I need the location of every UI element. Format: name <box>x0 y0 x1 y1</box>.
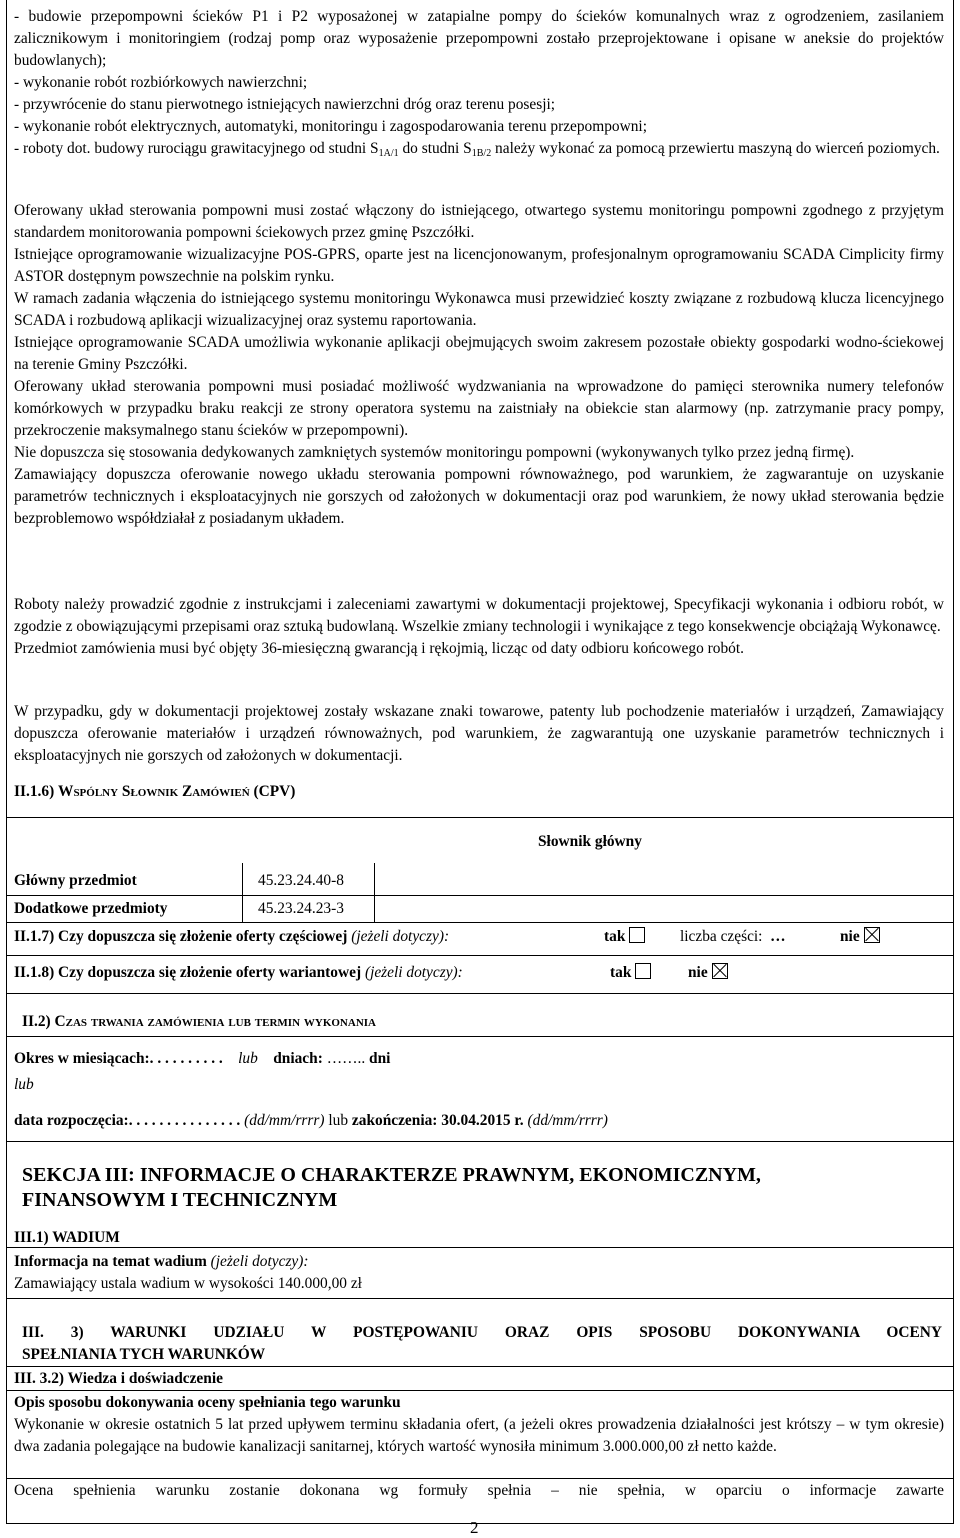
divider <box>6 922 954 923</box>
divider <box>6 1390 954 1391</box>
divider <box>374 863 375 922</box>
works-requirements <box>14 594 944 660</box>
scada-p6: Nie dopuszcza się stosowania dedykowanych zamkniętych systemów monitoringu pompowni (wykonywanych tylko przez jedną firmę). <box>14 444 855 461</box>
divider <box>242 863 243 922</box>
divider <box>6 1298 954 1299</box>
divider <box>6 1141 954 1142</box>
partial-offer-tak-checkbox[interactable] <box>629 927 645 943</box>
page-number: 2 <box>470 1518 479 1537</box>
divider <box>6 955 954 956</box>
duration-months: Okres w miesiącach:. . . . . . . . . . lub dniach: …….. dni <box>14 1050 391 1067</box>
wadium-heading: III.1) WADIUM <box>14 1229 120 1246</box>
variant-offer-question: II.1.8) Czy dopuszcza się złożenie oferty wariantowej (jeżeli dotyczy): <box>14 964 463 981</box>
variant-offer-nie-checkbox[interactable] <box>712 963 728 979</box>
scada-p2: Istniejące oprogramowanie wizualizacyjne POS-GPRS, oparte jest na licencjonowanym, profesjonalnym oprogramowaniu SCADA Cimplicity firmy ASTOR dostępnym powszechnie na polskim rynku. <box>14 246 944 285</box>
divider <box>6 1478 954 1479</box>
scada-p5: Oferowany układ sterowania pompowni musi posiadać możliwość wydzwaniania na wprowadzone do pamięci sterownika numery telefonów komórkowych w przypadku braku reakcji ze strony operatora systemu na zaistniały na obiekcie stan alarmowy (np. zatrzymanie pracy pompy, przekroczenie maksymalnego stanu ścieków w przepompowni). <box>14 378 944 439</box>
bullet-electrical: - wykonanie robót elektrycznych, automatyki, monitoringu i zagospodarowania terenu przepompowni; <box>14 118 647 135</box>
divider <box>6 1366 954 1367</box>
conditions-heading-line1: III. 3) WARUNKI UDZIAŁU W POSTĘPOWANIU ORAZ OPIS SPOSOBU DOKONYWANIA OCENY <box>22 1324 942 1341</box>
divider <box>6 993 954 994</box>
section-3-title: SEKCJA III: INFORMACJE O CHARAKTERZE PRAWNYM, EKONOMICZNYM, FINANSOWYM I TECHNICZNYM <box>22 1164 761 1211</box>
bullet-pump-station: - budowie przepompowni ścieków P1 i P2 wyposażonej w zatapialne pompy do ścieków komunalnych wraz z ogrodzeniem, zasilaniem zalicznikowym i monitoringiem (rodzaj pomp oraz wyposażenie przepompowni zostało przeprojektowane i opisane w aneksie do projektów budowlanych); <box>14 8 944 69</box>
warranty-text: Przedmiot zamówienia musi być objęty 36-miesięczną gwarancją i rękojmią, licząc od daty odbioru końcowego robót. <box>14 640 744 657</box>
cpv-column-header: Słownik główny <box>538 833 642 850</box>
duration-heading: II.2) Czas trwania zamówienia lub termin wykonania <box>22 1013 376 1030</box>
bullet-demolition: - wykonanie robót rozbiórkowych nawierzchni; <box>14 74 308 91</box>
cpv-heading: II.1.6) Wspólny Słownik Zamówień (CPV) <box>14 783 296 800</box>
partial-offer-nie: nie <box>840 926 880 948</box>
wadium-text: Zamawiający ustala wadium w wysokości 140.000,00 zł <box>14 1275 362 1292</box>
cpv-main-label: Główny przedmiot <box>14 872 137 889</box>
variant-offer-tak-checkbox[interactable] <box>635 963 651 979</box>
intro-bullets <box>14 6 944 160</box>
duration-dates: data rozpoczęcia:. . . . . . . . . . . . . . . (dd/mm/rrrr) lub zakończenia: 30.04.2015 r. (dd/mm/rrrr) <box>14 1112 608 1129</box>
duration-or: lub <box>14 1076 34 1093</box>
equivalents-text: W przypadku, gdy w dokumentacji projektowej zostały wskazane znaki towarowe, patenty lub pochodzenie materiałów i urządzeń, Zamawiający dopuszcza oferowanie materiałów i urządzeń równoważnych, pod warunkiem, że zagwarantują one uzyskanie parametrów technicznych i eksploatacyjnych nie gorszych od założonych w dokumentacji. <box>14 703 944 764</box>
works-p1: Roboty należy prowadzić zgodnie z instrukcjami i zaleceniami zawartymi w dokumentacji projektowej, Specyfikacji wykonania i odbioru robót, w zgodzie z obowiązującymi przepisami oraz sztuką budowlaną. Wszelkie zmiany technologii i wynikające z tego konsekwencje obciążają Wykonawcę. <box>14 596 944 635</box>
divider <box>6 895 954 896</box>
bullet-restoration: - przywrócenie do stanu pierwotnego istniejących nawierzchni dróg oraz terenu posesji; <box>14 96 556 113</box>
variant-offer-nie: nie <box>688 962 728 984</box>
scada-requirements <box>14 200 944 530</box>
divider <box>6 1247 954 1248</box>
experience-subheading: Opis sposobu dokonywania oceny spełniania tego warunku <box>14 1394 401 1411</box>
cpv-extra-label: Dodatkowe przedmioty <box>14 900 168 917</box>
partial-offer-question: II.1.7) Czy dopuszcza się złożenie oferty częściowej (jeżeli dotyczy): <box>14 928 450 945</box>
cpv-extra-code: 45.23.24.23-3 <box>258 900 344 917</box>
scada-p1: Oferowany układ sterowania pompowni musi zostać włączony do istniejącego, otwartego systemu monitoringu pompowni zgodnego z przyjętym standardem monitorowania pompowni ściekowych przez gminę Pszczółki. <box>14 202 944 241</box>
scada-p3: W ramach zadania włączenia do istniejącego systemu monitoringu Wykonawca musi przewidzieć koszty związane z rozbudową klucza licencyjnego SCADA i rozbudową aplikacji wizualizacyjnej oraz systemu raportowania. <box>14 290 944 329</box>
experience-assessment: Ocena spełnienia warunku zostanie dokonana wg formuły spełnia – nie spełnia, w oparciu o informacje zawarte <box>14 1482 944 1499</box>
partial-offer-parts: liczba części: … <box>680 928 786 945</box>
cpv-main-code: 45.23.24.40-8 <box>258 872 344 889</box>
conditions-heading-line2: SPEŁNIANIA TYCH WARUNKÓW <box>22 1346 266 1363</box>
variant-offer-tak: tak <box>610 962 651 984</box>
experience-heading: III. 3.2) Wiedza i doświadczenie <box>14 1370 223 1387</box>
divider <box>6 1036 954 1037</box>
scada-p7: Zamawiający dopuszcza oferowanie nowego układu sterowania pompowni równoważnego, pod warunkiem, że zagwarantuje on uzyskanie parametrów technicznych i eksploatacyjnych nie gorszych od założonych w dokumentacji oraz pod warunkiem, że nowy układ sterowania będzie bezproblemowo współdziałał z posiadanym układem. <box>14 466 944 527</box>
divider <box>6 817 954 818</box>
partial-offer-tak: tak <box>604 926 645 948</box>
experience-text: Wykonanie w okresie ostatnich 5 lat przed upływem terminu składania ofert, (a jeżeli okres prowadzenia działalności jest krótszy – w tym okresie) dwa zadania polegające na budowie kanalizacji sanitarnej, których wartość wynosiła minimum 3.000.000,00 zł netto każde. <box>14 1416 944 1455</box>
partial-offer-nie-checkbox[interactable] <box>864 927 880 943</box>
bullet-drilling: - roboty dot. budowy rurociągu grawitacyjnego od studni $S_{1A/1}$ do studni $S_{1B/2}$ należy wykonać za pomocą przewiertu maszyną do wierceń poziomych. <box>14 140 940 159</box>
wadium-info: Informacja na temat wadium (jeżeli dotyczy): <box>14 1253 309 1270</box>
scada-p4: Istniejące oprogramowanie SCADA umożliwia wykonanie aplikacji obejmujących swoim zakresem pozostałe obiekty gospodarki wodno-ściekowej na terenie Gminy Pszczółki. <box>14 334 944 373</box>
